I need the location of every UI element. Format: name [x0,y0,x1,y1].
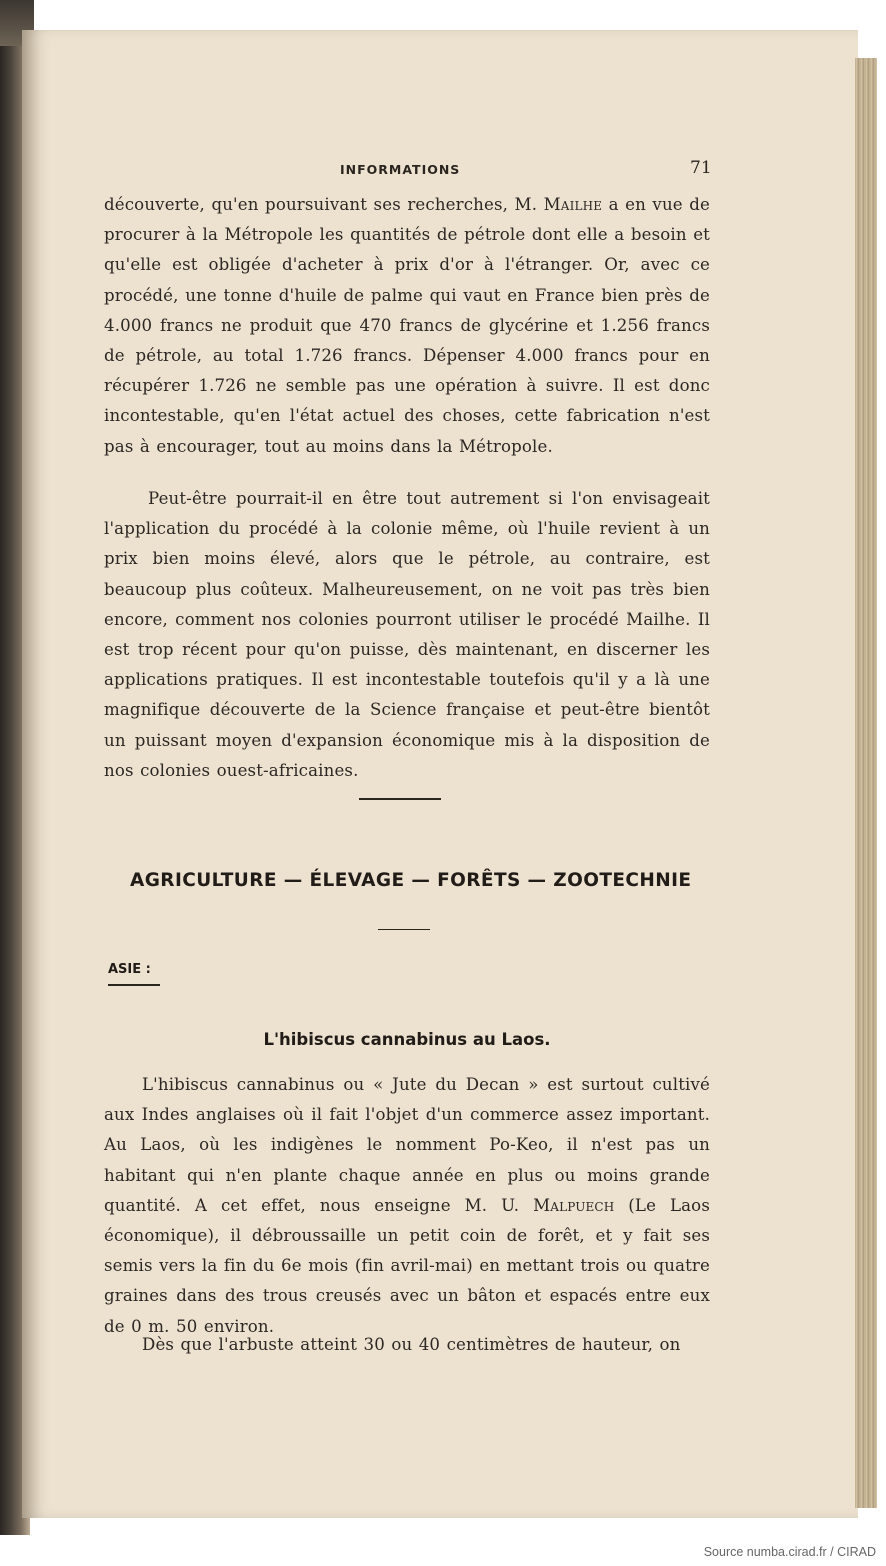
section-title: AGRICULTURE — ÉLEVAGE — FORÊTS — ZOOTECHNIE [130,870,692,891]
article-paragraph-2: Dès que l'arbuste atteint 30 ou 40 centimètres de hauteur, on [142,1335,681,1354]
author-name-mailhe: Mailhe [543,195,603,214]
article-paragraph-1: L'hibiscus cannabinus ou « Jute du Decan » est surtout cultivé aux Indes anglaises où il fait l'objet d'un commerce assez important. Au Laos, où les indigènes le nomment Po-Keo, il n'est pas un habitant qui n'en plante chaque année en plus ou moins grande quantité. A cet effet, nous enseigne M. U. Malpuech (Le Laos économique), il débroussaille un petit coin de forêt, et y fait ses semis vers la fin du 6e mois (fin avril-mai) en mettant trois ou quatre graines dans des trous creusés avec un bâton et espacés entre eux de 0 m. 50 environ. [104,1075,710,1336]
section-title-rule [378,929,430,930]
running-head: INFORMATIONS [340,162,461,177]
article-title: L'hibiscus cannabinus au Laos. [263,1030,551,1049]
source-credit: Source numba.cirad.fr / CIRAD [703,1545,876,1559]
author-name-malpuech: Malpuech [533,1195,615,1215]
body-paragraph-2: Peut-être pourrait-il en être tout autrement si l'on envisageait l'application du procédé à la colonie même, où l'huile revient à un prix bien moins élevé, alors que le pétrole, au contraire, est beaucoup plus coûteux. Malheureusement, on ne voit pas très bien encore, comment nos colonies pourront utiliser le procédé Mailhe. Il est trop récent pour qu'on puisse, dès maintenant, en discerner les applications pratiques. Il est incontestable toutefois qu'il y a là une magnifique découverte de la Science française et peut-être bientôt un puissant moyen d'expansion économique mis à la disposition de nos colonies ouest-africaines. [104,489,710,780]
page-stack-edge [855,58,877,1508]
body-paragraph-1: découverte, qu'en poursuivant ses recherches, M. Mailhe a en vue de procurer à la Métropole les quantités de pétrole dont elle a besoin et qu'elle est obligée d'acheter à prix d'or à l'étranger. Or, avec ce procédé, une tonne d'huile de palme qui vaut en France bien près de 4.000 francs ne produit que 470 francs de glycérine et 1.256 francs de pétrole, au total 1.726 francs. Dépenser 4.000 francs pour en récupérer 1.726 ne semble pas une opération à suivre. Il est donc incontestable, qu'en l'état actuel des choses, cette fabrication n'est pas à encourager, tout au moins dans la Métropole. [104,195,710,456]
region-label: ASIE : [108,962,151,977]
section-divider [359,798,441,800]
page-number: 71 [690,158,712,178]
region-label-underline [108,984,160,986]
